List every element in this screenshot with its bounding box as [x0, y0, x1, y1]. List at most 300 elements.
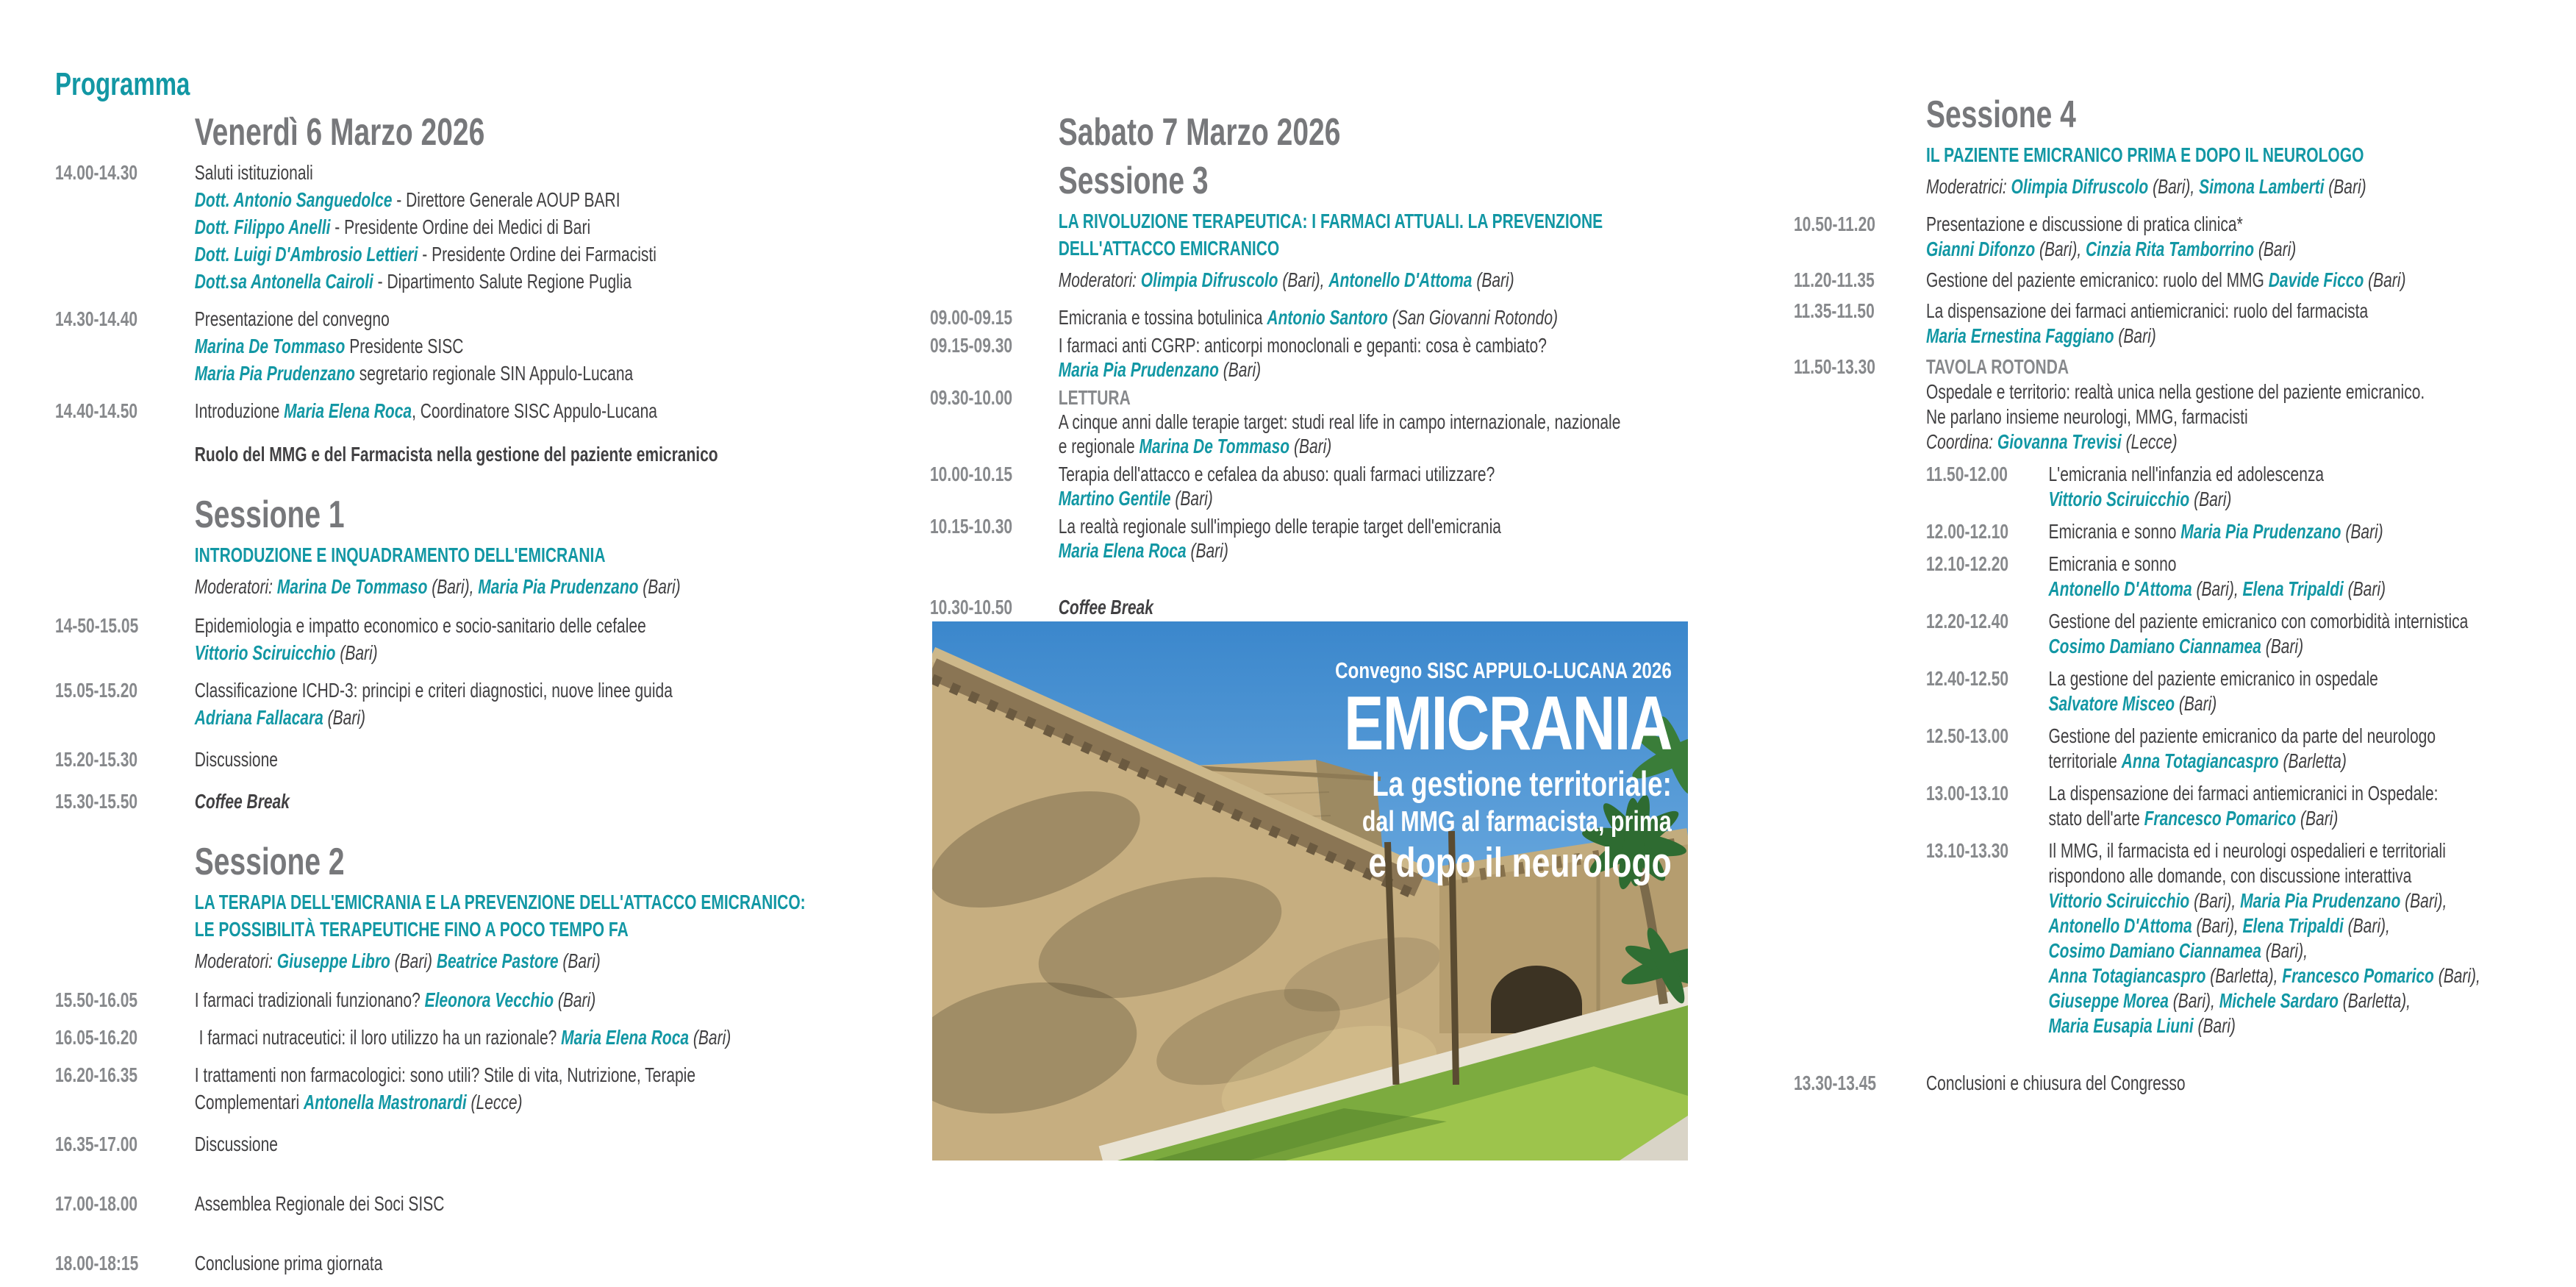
agenda-row	[930, 595, 1688, 619]
person-name: Giovanna Trevisi	[1997, 430, 2122, 453]
agenda-text: TAVOLA ROTONDA	[1926, 355, 2069, 378]
agenda-line	[2049, 1013, 2561, 1038]
detail-text: (Bari),	[427, 575, 479, 598]
agenda-line	[195, 360, 870, 387]
time-range: 12.00-12.10	[1926, 520, 2009, 543]
agenda-line	[2049, 806, 2561, 831]
agenda-content	[195, 305, 870, 387]
moderators-line	[55, 573, 870, 600]
agenda-line	[2049, 691, 2561, 716]
agenda-row	[55, 677, 870, 731]
detail-text: (Bari),	[2148, 175, 2200, 198]
agenda-text: - Presidente Ordine dei Medici di Bari	[330, 215, 591, 238]
event-subtitle-1: La gestione territoriale:	[1372, 764, 1672, 803]
agenda-line	[2049, 781, 2561, 806]
agenda-text: La dispensazione dei farmaci antiemicranici: ruolo del farmacista	[1926, 299, 2369, 322]
agenda-line	[2049, 577, 2561, 602]
detail-text: (Lecce)	[466, 1091, 523, 1113]
detail-text: (Barletta),	[2205, 964, 2283, 987]
person-name: Maria Pia Prudenzano	[478, 575, 639, 598]
agenda-text: Emicrania e tossina botulinica	[1058, 306, 1267, 329]
time-range: 15.30-15.50	[55, 790, 138, 813]
agenda-row	[55, 305, 870, 387]
agenda-content	[2049, 519, 2561, 544]
agenda-content	[195, 397, 870, 424]
detail-text: (Bari)	[689, 1026, 731, 1049]
agenda-line	[195, 788, 870, 815]
agenda-row	[55, 612, 870, 666]
agenda-row	[55, 1249, 870, 1277]
time-range: 14.00-14.30	[55, 161, 138, 184]
detail-text: (Bari),	[2189, 889, 2241, 912]
time-range: 13.00-13.10	[1926, 782, 2009, 805]
time-range: 16.35-17.00	[55, 1133, 138, 1155]
agenda-content	[195, 788, 870, 815]
agenda-row	[55, 788, 870, 815]
agenda-text: Presentazione del convegno	[194, 307, 390, 330]
agenda-content	[1926, 354, 2561, 1038]
person-name: Martino Gentile	[1058, 487, 1171, 510]
agenda-line	[195, 612, 870, 639]
agenda-line	[2049, 724, 2561, 749]
agenda-line	[195, 305, 870, 332]
detail-text: (Bari)	[2324, 175, 2366, 198]
agenda-text: Introduzione	[194, 399, 285, 422]
agenda-text: Coffee Break	[1058, 596, 1153, 618]
agenda-line	[2049, 634, 2561, 659]
agenda-text: La gestione del paziente emicranico in ospedale	[2048, 667, 2378, 690]
agenda-text: segretario regionale SIN Appulo-Lucana	[354, 362, 634, 385]
person-name: Davide Ficco	[2268, 268, 2364, 291]
agenda-text: L'emicrania nell'infanzia ed adolescenza	[2048, 463, 2325, 485]
agenda-line	[1926, 429, 2561, 454]
person-name: Gianni Difonzo	[1926, 238, 2036, 260]
agenda-content	[195, 986, 870, 1013]
agenda-line	[2049, 487, 2561, 512]
session-heading: Sessione 4	[1926, 93, 2076, 136]
session-header	[1794, 93, 2561, 200]
session-subtitle: LA RIVOLUZIONE TERAPEUTICA: I FARMACI ATTUALI. LA PREVENZIONE	[1058, 210, 1603, 232]
event-title: EMICRANIA	[1344, 681, 1672, 766]
person-name: Anna Totagiancaspro	[2048, 964, 2206, 987]
detail-text: (Bari)	[390, 949, 437, 972]
agenda-text: Discussione	[194, 1133, 278, 1155]
agenda-row	[1794, 268, 2561, 293]
detail-text: (Bari)	[2189, 488, 2232, 510]
agenda-text: Presentazione e discussione di pratica clinica*	[1926, 213, 2243, 235]
agenda-text: I farmaci tradizionali funzionano?	[194, 988, 425, 1011]
person-name: Vittorio Sciruicchio	[194, 641, 336, 664]
time-range: 14.30-14.40	[55, 307, 138, 330]
agenda-line	[195, 213, 870, 240]
person-name: Salvatore Misceo	[2048, 692, 2175, 715]
time-range: 14-50-15.05	[55, 614, 139, 637]
agenda-text: Ospedale e territorio: realtà unica nella gestione del paziente emicranico.	[1926, 380, 2425, 403]
day-heading: Venerdì 6 Marzo 2026	[194, 111, 485, 154]
event-subtitle-2: dal MMG al farmacista, prima	[1362, 806, 1672, 838]
agenda-line	[195, 704, 870, 731]
event-series: Convegno SISC APPULO-LUCANA 2026	[1335, 657, 1672, 683]
agenda-content	[2049, 781, 2561, 831]
agenda-subrow	[1926, 519, 2561, 544]
agenda-subrow	[1926, 552, 2561, 602]
agenda-subrow	[1926, 724, 2561, 774]
event-subtitle-3: e dopo il neurologo	[1368, 839, 1672, 886]
person-name: Antonello D'Attoma	[1328, 268, 1473, 291]
agenda-line	[2049, 863, 2561, 888]
person-name: Adriana Fallacara	[194, 706, 323, 729]
agenda-text: Terapia dell'attacco e cefalea da abuso: quali farmaci utilizzare?	[1058, 463, 1495, 485]
person-name: Dott.sa Antonella Cairoli	[194, 270, 373, 293]
person-name: Maria Pia Prudenzano	[2180, 520, 2341, 543]
detail-text: (Bari),	[2433, 964, 2480, 987]
detail-text: (Bari)	[558, 949, 601, 972]
agenda-content	[1059, 595, 1689, 619]
time-range: 16.05-16.20	[55, 1026, 138, 1049]
agenda-row	[930, 333, 1688, 382]
detail-text: (Bari)	[1186, 539, 1228, 562]
agenda-row	[55, 1130, 870, 1158]
person-name: Maria Elena Roca	[284, 399, 412, 422]
person-name: Michele Sardaro	[2219, 989, 2339, 1012]
agenda-content	[2049, 609, 2561, 659]
agenda-content	[1926, 1071, 2561, 1096]
agenda-text: Assemblea Regionale dei Soci SISC	[194, 1192, 445, 1215]
time-range: 10.15-10.30	[930, 515, 1013, 538]
detail-text: (Bari)	[1170, 487, 1213, 510]
day-heading: Sabato 7 Marzo 2026	[1058, 111, 1341, 154]
person-name: Olimpia Difruscolo	[2011, 175, 2149, 198]
agenda-content	[195, 746, 870, 773]
agenda-text: - Presidente Ordine dei Farmacisti	[418, 243, 656, 265]
agenda-line	[2049, 838, 2561, 863]
agenda-row	[55, 397, 870, 424]
time-range: 17.00-18.00	[55, 1192, 138, 1215]
column-saturday	[930, 110, 1688, 623]
detail-text: (Bari),	[2168, 989, 2219, 1012]
agenda-line	[1926, 268, 2561, 293]
agenda-line	[1926, 299, 2561, 324]
person-name: Simona Lamberti	[2199, 175, 2325, 198]
agenda-row	[55, 1024, 870, 1051]
agenda-line	[1926, 1071, 2561, 1096]
person-name: Marina De Tommaso	[276, 575, 428, 598]
agenda-line	[195, 677, 870, 704]
person-name: Eleonora Vecchio	[424, 988, 554, 1011]
detail-text: (Bari)	[2193, 1014, 2236, 1037]
session-subtitle: INTRODUZIONE E INQUADRAMENTO DELL'EMICRANIA	[194, 543, 606, 566]
agenda-line	[195, 159, 870, 186]
person-name: Olimpia Difruscolo	[1140, 268, 1278, 291]
detail-text: (Bari)	[554, 988, 596, 1011]
agenda-row	[930, 514, 1688, 563]
agenda-line	[195, 1024, 870, 1051]
time-range: 12.20-12.40	[1926, 610, 2009, 632]
agenda-text: Emicrania e sonno	[2048, 552, 2177, 575]
person-name: Maria Pia Prudenzano	[194, 362, 355, 385]
agenda-line	[195, 1249, 870, 1277]
agenda-line	[2049, 988, 2561, 1013]
detail-text: Moderatrici:	[1926, 175, 2011, 198]
time-range: 09.30-10.00	[930, 386, 1013, 409]
agenda-content	[1926, 268, 2561, 293]
time-range: 15.05-15.20	[55, 679, 138, 702]
agenda-line	[1059, 305, 1689, 329]
agenda-line	[195, 186, 870, 213]
person-name: Dott. Luigi D'Ambrosio Lettieri	[194, 243, 418, 265]
agenda-content	[1926, 299, 2561, 349]
agenda-subrow	[1926, 462, 2561, 512]
time-range: 11.50-13.30	[1794, 355, 1875, 378]
agenda-text: Ruolo del MMG e del Farmacista nella gestione del paziente emicranico	[194, 443, 718, 466]
moderators-line	[55, 947, 870, 974]
agenda-text: Presidente SISC	[345, 335, 464, 357]
person-name: Marina De Tommaso	[194, 335, 346, 357]
event-banner	[1335, 657, 1672, 886]
agenda-row	[930, 305, 1688, 329]
detail-text: (Bari)	[638, 575, 681, 598]
session-subtitle: LA TERAPIA DELL'EMICRANIA E LA PREVENZIONE DELL'ATTACCO EMICRANICO:	[194, 891, 806, 913]
agenda-row	[55, 986, 870, 1013]
person-name: Vittorio Sciruicchio	[2048, 889, 2190, 912]
time-range: 11.50-12.00	[1926, 463, 2008, 485]
time-range: 10.30-10.50	[930, 596, 1013, 618]
agenda-line	[1059, 462, 1689, 486]
agenda-line	[195, 1190, 870, 1217]
agenda-content	[2049, 462, 2561, 512]
agenda-line	[195, 397, 870, 424]
agenda-row	[930, 462, 1688, 510]
detail-text: Moderatori:	[1058, 268, 1141, 291]
agenda-line	[2049, 519, 2561, 544]
agenda-line	[1926, 354, 2561, 379]
agenda-content	[195, 1130, 870, 1158]
detail-text: (Bari),	[2343, 914, 2390, 937]
person-name: Francesco Pomarico	[2282, 964, 2434, 987]
agenda-text: Conclusioni e chiusura del Congresso	[1926, 1072, 2186, 1094]
detail-text: Coordina:	[1926, 430, 1997, 453]
agenda-content	[1059, 514, 1689, 563]
moderators-line	[930, 266, 1688, 293]
agenda-content	[195, 1190, 870, 1217]
agenda-text: Classificazione ICHD-3: principi e criteri diagnostici, nuove linee guida	[194, 679, 673, 702]
person-name: Dott. Filippo Anelli	[194, 215, 331, 238]
session-header	[55, 493, 870, 600]
agenda-content	[195, 441, 870, 468]
time-range: 12.40-12.50	[1926, 667, 2009, 690]
agenda-content	[2049, 838, 2561, 1038]
agenda-text: I trattamenti non farmacologici: sono utili? Stile di vita, Nutrizione, Terapie	[194, 1063, 696, 1086]
agenda-content	[195, 159, 870, 295]
agenda-row	[55, 1190, 870, 1217]
agenda-text: Discussione	[194, 748, 278, 771]
detail-text: (Bari)	[2261, 635, 2304, 657]
agenda-line	[195, 986, 870, 1013]
time-range: 13.30-13.45	[1794, 1072, 1877, 1094]
time-range: 09.15-09.30	[930, 334, 1013, 357]
agenda-line	[1926, 379, 2561, 404]
person-name: Antonio Santoro	[1267, 306, 1388, 329]
agenda-line	[195, 1130, 870, 1158]
agenda-text: LETTURA	[1058, 386, 1131, 409]
time-range: 12.50-13.00	[1926, 724, 2009, 747]
agenda-content	[195, 1061, 870, 1116]
agenda-line	[1926, 237, 2561, 262]
agenda-text: , Coordinatore SISC Appulo-Lucana	[412, 399, 657, 422]
agenda-text: Saluti istituzionali	[194, 161, 313, 184]
agenda-line	[2049, 552, 2561, 577]
person-name: Cosimo Damiano Ciannamea	[2048, 635, 2261, 657]
person-name: Maria Elena Roca	[561, 1026, 690, 1049]
person-name: Giuseppe Morea	[2048, 989, 2169, 1012]
agenda-text: I farmaci anti CGRP: anticorpi monoclonali e gepanti: cosa è cambiato?	[1058, 334, 1547, 357]
agenda-row	[1794, 212, 2561, 262]
column-friday	[55, 110, 870, 1287]
detail-text: (Bari)	[1289, 435, 1332, 457]
detail-text: (Bari),	[2400, 889, 2447, 912]
person-name: Antonello D'Attoma	[2048, 914, 2192, 937]
person-name: Antonello D'Attoma	[2048, 577, 2192, 600]
agenda-content	[1059, 333, 1689, 382]
detail-text: (Bari)	[2254, 238, 2297, 260]
agenda-line	[2049, 888, 2561, 913]
person-name: Elena Tripaldi	[2242, 577, 2344, 600]
agenda-line	[195, 1088, 870, 1116]
agenda-line	[195, 639, 870, 666]
agenda-content	[195, 1249, 870, 1277]
agenda-row	[55, 441, 870, 468]
agenda-line	[2049, 913, 2561, 938]
detail-text: Moderatori:	[194, 575, 277, 598]
agenda-line	[195, 268, 870, 295]
column-session4	[1794, 93, 2561, 1102]
agenda-line	[2049, 963, 2561, 988]
person-name: Cinzia Rita Tamborrino	[2085, 238, 2255, 260]
person-name: Maria Pia Prudenzano	[1058, 358, 1219, 381]
detail-text: (Bari)	[2364, 268, 2406, 291]
person-name: Giuseppe Libro	[276, 949, 390, 972]
agenda-line	[1059, 514, 1689, 538]
time-range: 10.00-10.15	[930, 463, 1013, 485]
agenda-text: Coffee Break	[194, 790, 290, 813]
agenda-content	[1926, 212, 2561, 262]
session-subtitle: DELL'ATTACCO EMICRANICO	[1058, 237, 1280, 260]
session-heading: Sessione 3	[1058, 160, 1209, 202]
time-range: 11.35-11.50	[1794, 299, 1875, 322]
person-name: Vittorio Sciruicchio	[2048, 488, 2190, 510]
agenda-subrow	[1926, 666, 2561, 716]
detail-text: (Bari)	[323, 706, 366, 729]
agenda-text: rispondono alle domande, con discussione interattiva	[2048, 864, 2412, 887]
person-name: Marina De Tommaso	[1139, 435, 1290, 457]
detail-text: (Bari)	[2296, 807, 2339, 830]
agenda-content	[2049, 552, 2561, 602]
agenda-row	[1794, 354, 2561, 1038]
agenda-row	[1794, 1071, 2561, 1096]
detail-text: (San Giovanni Rotondo)	[1387, 306, 1559, 329]
agenda-subrow	[1926, 781, 2561, 831]
agenda-text: Gestione del paziente emicranico: ruolo del MMG	[1926, 268, 2269, 291]
session-header	[55, 840, 870, 974]
detail-text: (Bari)	[2341, 520, 2383, 543]
agenda-line	[1926, 212, 2561, 237]
detail-text: (Barletta),	[2338, 989, 2411, 1012]
agenda-line	[2049, 609, 2561, 634]
time-range: 13.10-13.30	[1926, 839, 2009, 862]
agenda-line	[2049, 462, 2561, 487]
time-range: 11.20-11.35	[1794, 268, 1875, 291]
agenda-text: stato dell'arte	[2048, 807, 2144, 830]
time-range	[55, 441, 195, 468]
detail-text: (Bari),	[2261, 939, 2308, 962]
agenda-text: e regionale	[1058, 435, 1139, 457]
agenda-subrow	[1926, 609, 2561, 659]
session-header	[930, 159, 1688, 293]
detail-text: (Lecce)	[2121, 430, 2178, 453]
agenda-text: I farmaci nutraceutici: il loro utilizzo ha un razionale?	[194, 1026, 562, 1049]
page-title: Programma	[55, 66, 190, 103]
agenda-text: Epidemiologia e impatto economico e socio-sanitario delle cefalee	[194, 614, 646, 637]
agenda-line	[2049, 749, 2561, 774]
agenda-text: A cinque anni dalle terapie target: studi real life in campo internazionale, nazionale	[1058, 410, 1621, 433]
person-name: Maria Ernestina Faggiano	[1926, 324, 2114, 347]
detail-text: Moderatori:	[194, 949, 277, 972]
agenda-line	[1059, 538, 1689, 563]
time-range: 18.00-18:15	[55, 1252, 139, 1274]
agenda-line	[195, 1061, 870, 1088]
agenda-line	[2049, 666, 2561, 691]
agenda-text: Conclusione prima giornata	[194, 1252, 383, 1274]
agenda-text: Complementari	[194, 1091, 304, 1113]
agenda-text: Emicrania e sonno	[2048, 520, 2181, 543]
agenda-content	[1059, 385, 1689, 458]
detail-text: (Bari),	[2192, 914, 2243, 937]
agenda-row	[55, 1061, 870, 1116]
detail-text: (Bari)	[2175, 692, 2217, 715]
agenda-line	[1059, 410, 1689, 434]
venue-photo	[932, 621, 1688, 1161]
session-subtitle: IL PAZIENTE EMICRANICO PRIMA E DOPO IL NEUROLOGO	[1926, 143, 2364, 166]
detail-text: (Bari)	[2114, 324, 2156, 347]
detail-text: (Bari)	[335, 641, 378, 664]
agenda-row	[1794, 299, 2561, 349]
session-heading: Sessione 1	[194, 493, 345, 536]
agenda-line	[1059, 385, 1689, 410]
session-heading: Sessione 2	[194, 841, 345, 883]
person-name: Antonella Mastronardi	[303, 1091, 467, 1113]
agenda-content	[2049, 724, 2561, 774]
time-range: 14.40-14.50	[55, 399, 138, 422]
time-range: 15.20-15.30	[55, 748, 138, 771]
person-name: Maria Pia Prudenzano	[2240, 889, 2401, 912]
person-name: Elena Tripaldi	[2242, 914, 2344, 937]
person-name: Dott. Antonio Sanguedolce	[194, 188, 393, 211]
moderators-line	[1794, 173, 2561, 200]
agenda-line	[1926, 404, 2561, 429]
agenda-content	[1059, 305, 1689, 329]
agenda-line	[195, 332, 870, 360]
agenda-row	[930, 385, 1688, 458]
detail-text: (Bari)	[1472, 268, 1514, 291]
agenda-text: La dispensazione dei farmaci antiemicranici in Ospedale:	[2048, 782, 2439, 805]
agenda-line	[1059, 333, 1689, 357]
agenda-text: territoriale	[2048, 749, 2122, 772]
agenda-text: - Dipartimento Salute Regione Puglia	[373, 270, 632, 293]
agenda-text: Gestione del paziente emicranico con comorbidità internistica	[2048, 610, 2469, 632]
time-range: 12.10-12.20	[1926, 552, 2009, 575]
agenda-text: Il MMG, il farmacista ed i neurologi ospedalieri e territoriali	[2048, 839, 2446, 862]
agenda-text: Gestione del paziente emicranico da parte del neurologo	[2048, 724, 2436, 747]
